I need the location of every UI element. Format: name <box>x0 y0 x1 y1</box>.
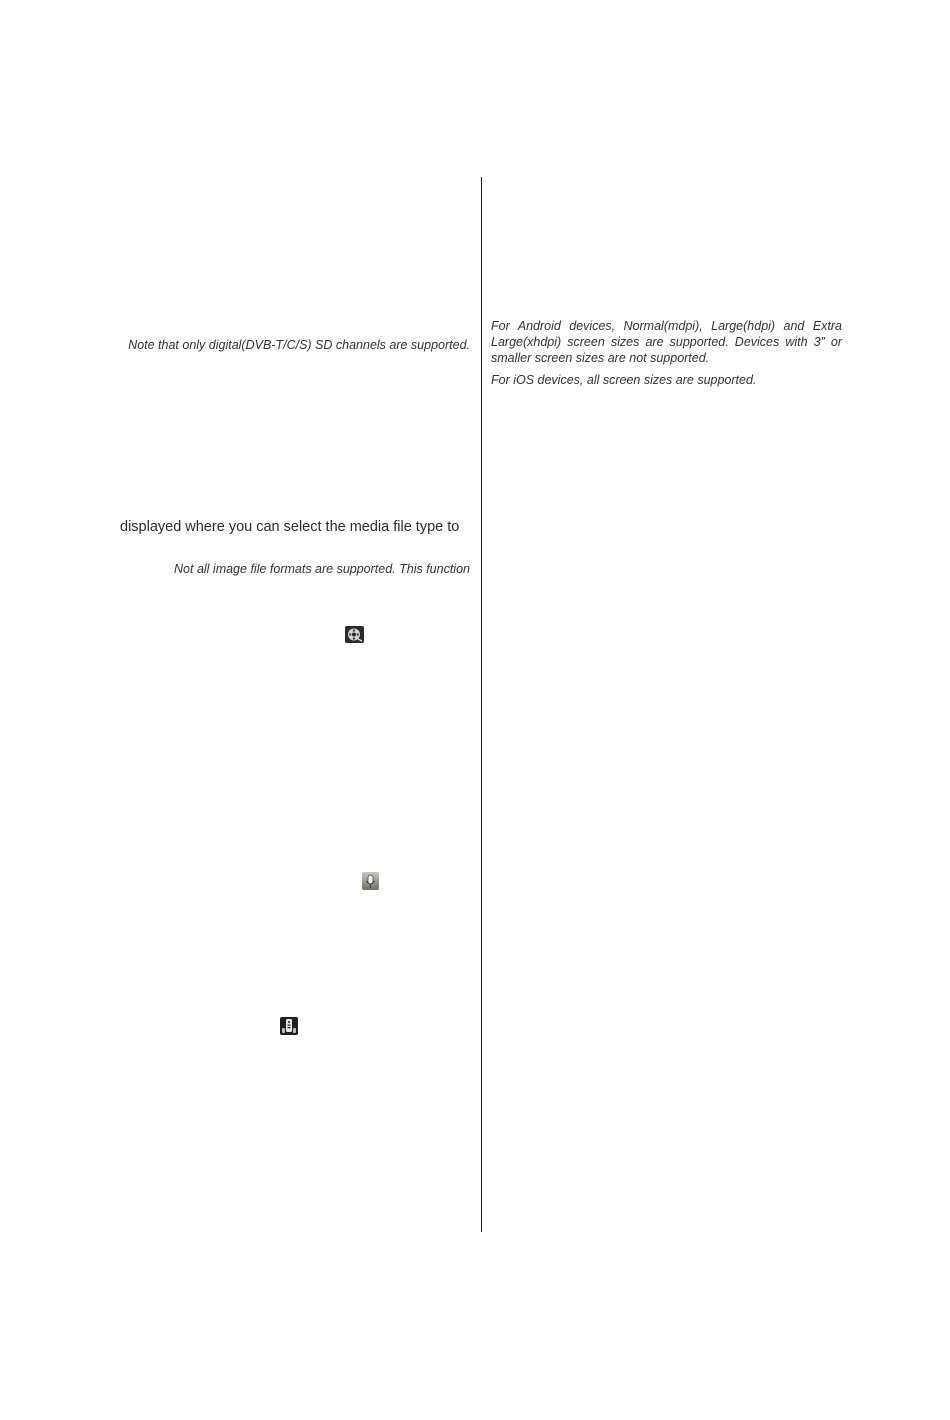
column-divider <box>481 177 482 1232</box>
note-channels-supported: Note that only digital(DVB-T/C/S) SD channels are supported. <box>128 338 470 352</box>
film-reel-icon <box>345 626 364 643</box>
note-android-screen-sizes: For Android devices, Normal(mdpi), Large(hdpi) and Extra Large(xhdpi) screen sizes are supported. Devices with 3” or smaller screen sizes are not supported. <box>491 319 842 365</box>
remote-control-icon <box>280 1017 298 1035</box>
body-text-media-selection: displayed where you can select the media file type to <box>120 519 460 535</box>
note-ios-screen-sizes: For iOS devices, all screen sizes are supported. <box>491 373 757 387</box>
note-image-formats: Not all image file formats are supported. This function <box>174 562 470 576</box>
microphone-icon <box>362 872 379 890</box>
